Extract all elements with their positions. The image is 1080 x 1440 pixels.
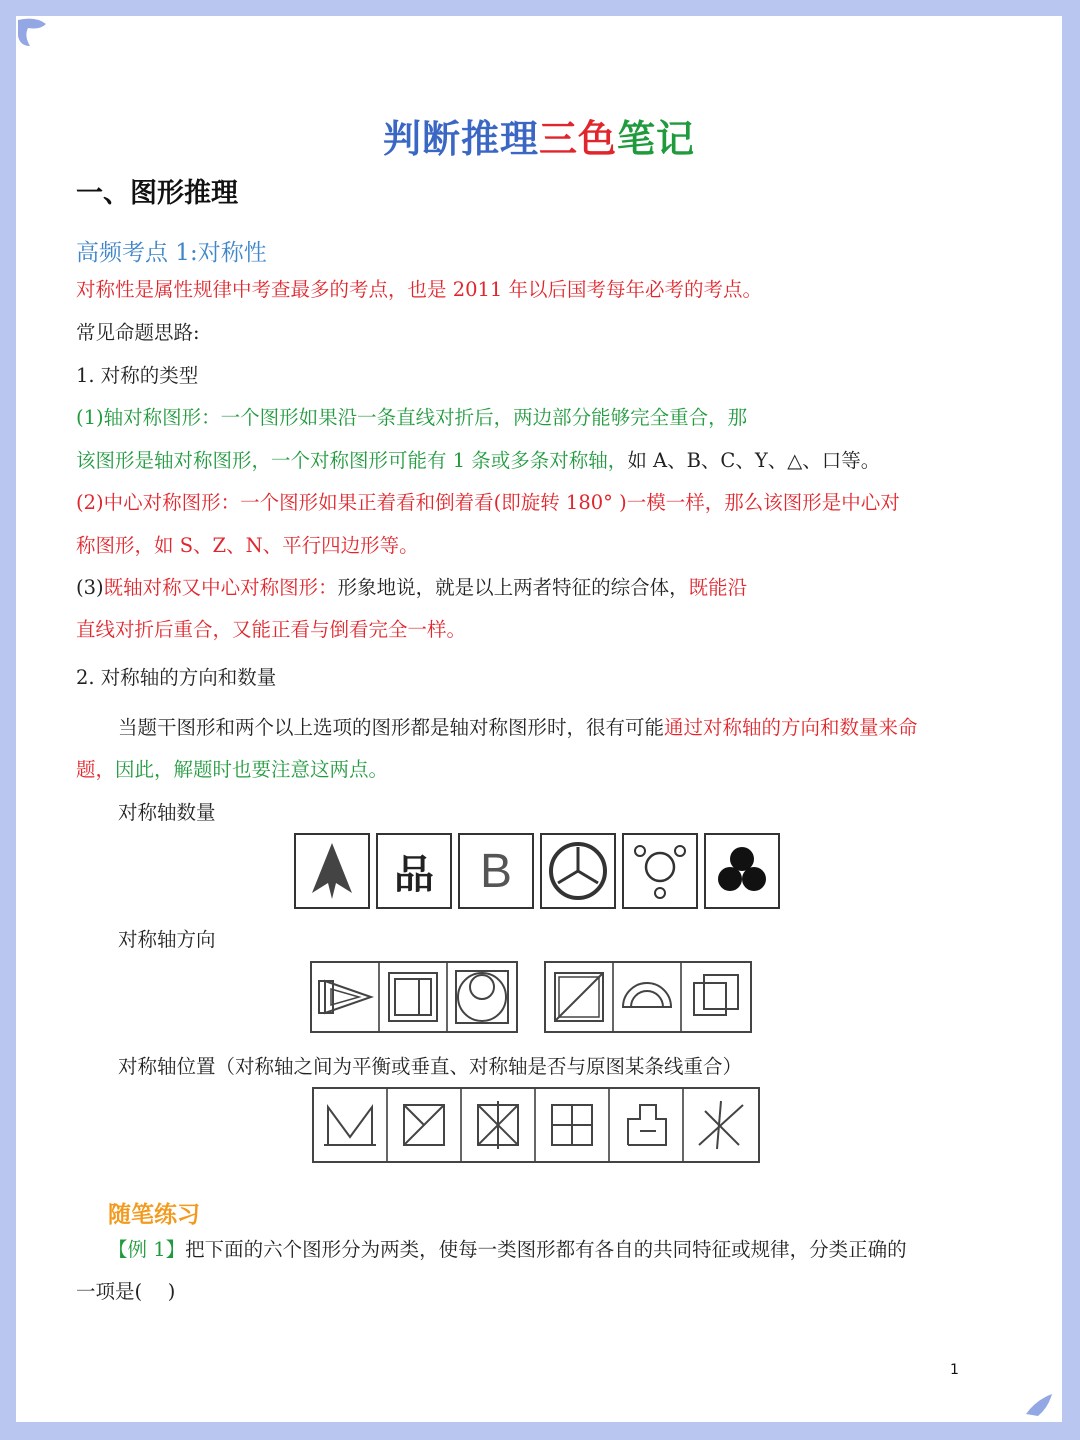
example-continuation: 一项是( ) [76, 1280, 176, 1303]
label-count: 对称轴数量 [118, 801, 216, 824]
stair-figure [610, 1089, 684, 1161]
mercedes-figure [540, 833, 616, 909]
section-heading: 一、图形推理 [76, 178, 238, 209]
position-figure-row [312, 1087, 760, 1163]
trefoil-figure [704, 833, 780, 909]
common-line: 常见命题思路: [76, 321, 200, 344]
half-circle-figure [614, 963, 682, 1031]
axis-line-b: 该图形是轴对称图形，一个对称图形可能有 1 条或多条对称轴，如 A、B、C、Y、△、口等。 [76, 449, 881, 472]
pin-character-figure: 品 [376, 833, 452, 909]
triangle-arrow-figure [312, 963, 380, 1031]
square-diagonal-figure [388, 1089, 462, 1161]
subsection-heading: 高频考点 1:对称性 [76, 240, 267, 266]
tree-figure [294, 833, 370, 909]
type-heading: 1. 对称的类型 [76, 364, 199, 387]
direction-figure-row [310, 961, 752, 1033]
w-lines-figure [314, 1089, 388, 1161]
page-title: 判断推理三色笔记 [382, 117, 696, 161]
both-line-a: (3)既轴对称又中心对称图形：形象地说，就是以上两者特征的综合体，既能沿 [76, 576, 748, 599]
practice-heading: 随笔练习 [108, 1202, 200, 1228]
para-line-b: 题，因此，解题时也要注意这两点。 [76, 758, 389, 781]
center-line-a: (2)中心对称图形：一个图形如果正着看和倒着看(即旋转 180° )一模一样，那么该图形是中心对 [76, 491, 900, 514]
example-line: 【例 1】把下面的六个图形分为两类，使每一类图形都有各自的共同特征或规律，分类正确的 [108, 1238, 907, 1261]
direction-group-1 [310, 961, 518, 1033]
center-line-b: 称图形，如 S、Z、N、平行四边形等。 [76, 534, 419, 557]
direction-heading: 2. 对称轴的方向和数量 [76, 666, 277, 689]
star-lines-figure [684, 1089, 758, 1161]
label-position: 对称轴位置（对称轴之间为平衡或垂直、对称轴是否与原图某条线重合） [118, 1055, 743, 1078]
count-figure-row [294, 833, 786, 909]
grid-figure [536, 1089, 610, 1161]
overlap-squares-figure [682, 963, 750, 1031]
page-number: 1 [950, 1362, 959, 1378]
both-line-b: 直线对折后重合，又能正看与倒看完全一样。 [76, 618, 467, 641]
corner-ornament-icon [1022, 1390, 1056, 1418]
axis-line-a: (1)轴对称图形：一个图形如果沿一条直线对折后，两边部分能够完全重合，那 [76, 406, 748, 429]
label-direction: 对称轴方向 [118, 928, 216, 951]
diagonal-square-figure [546, 963, 614, 1031]
bubbles-figure [622, 833, 698, 909]
nested-squares-figure [380, 963, 448, 1031]
square-x-figure [462, 1089, 536, 1161]
b-letter-figure: B [458, 833, 534, 909]
direction-group-2 [544, 961, 752, 1033]
position-group [312, 1087, 760, 1163]
circle-in-square-figure [448, 963, 516, 1031]
para-line-a: 当题干图形和两个以上选项的图形都是轴对称图形时，很有可能通过对称轴的方向和数量来命 [118, 716, 918, 739]
intro-line: 对称性是属性规律中考查最多的考点，也是 2011 年以后国考每年必考的考点。 [76, 278, 763, 301]
corner-ornament-icon [16, 16, 56, 64]
document-page [16, 16, 1062, 1422]
